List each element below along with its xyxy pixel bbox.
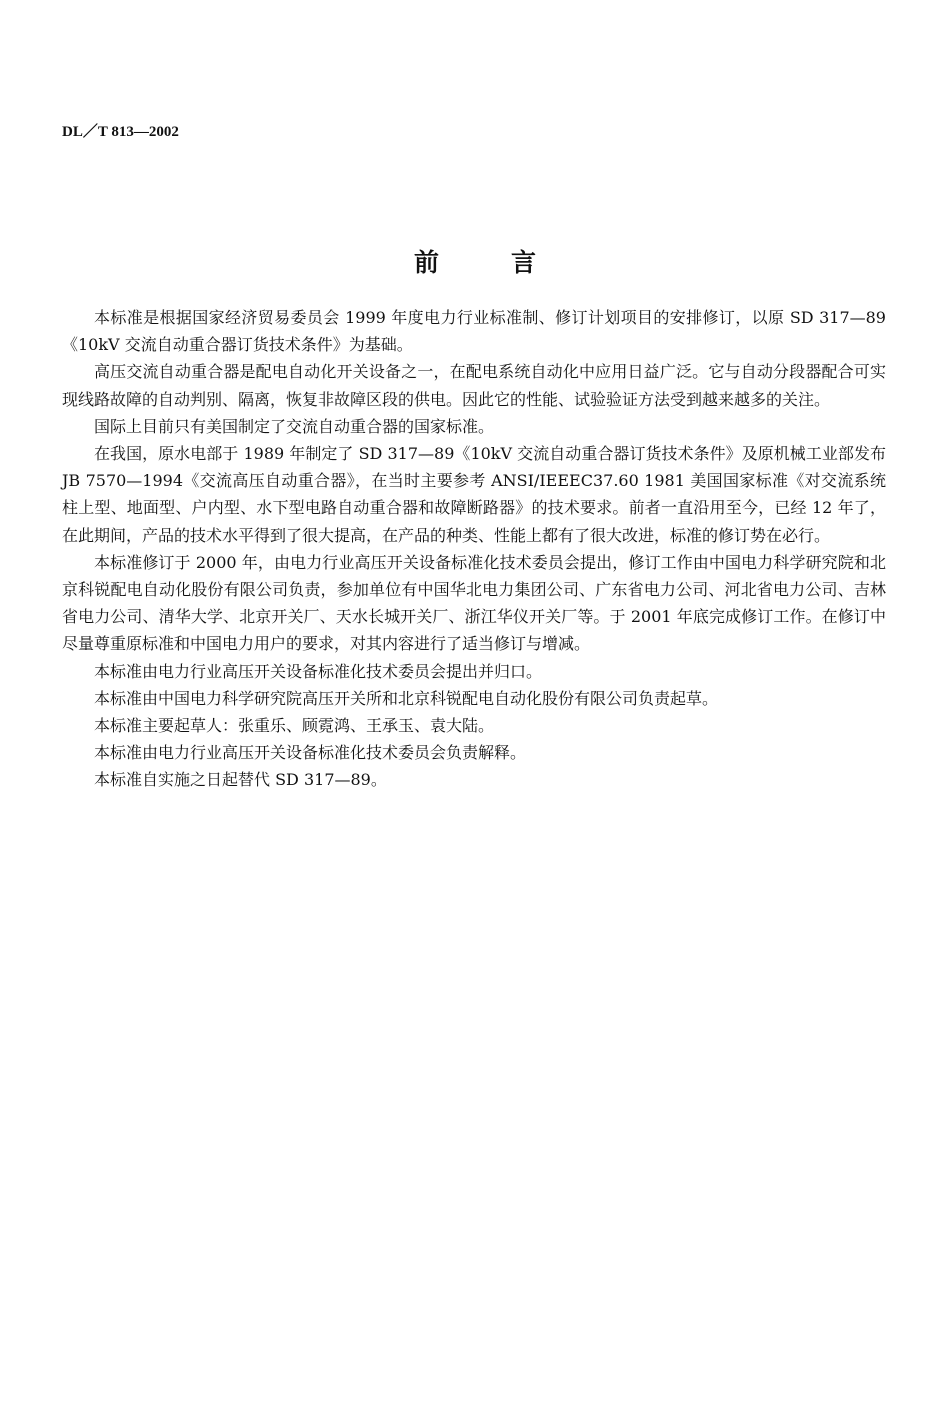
paragraph: 本标准由电力行业高压开关设备标准化技术委员会负责解释。 xyxy=(94,743,527,763)
foreword-body xyxy=(62,304,886,794)
paragraph: 国际上目前只有美国制定了交流自动重合器的国家标准。 xyxy=(94,416,495,436)
document-code: DL／T 813—2002 xyxy=(62,124,179,140)
paragraph: 高压交流自动重合器是配电自动化开关设备之一，在配电系统自动化中应用日益广泛。它与自动分段器配合可实现线路故障的自动判别、隔离，恢复非故障区段的供电。因此它的性能、试验验证方法受到越来越多的关注。 xyxy=(62,362,886,409)
paragraph: 本标准自实施之日起替代 SD 317—89。 xyxy=(94,770,387,790)
paragraph: 本标准由电力行业高压开关设备标准化技术委员会提出并归口。 xyxy=(94,661,543,681)
paragraph: 本标准修订于 2000 年，由电力行业高压开关设备标准化技术委员会提出，修订工作由中国电力科学研究院和北京科锐配电自动化股份有限公司负责，参加单位有中国华北电力集团公司、广东省电力公司、河北省电力公司、吉林省电力公司、清华大学、北京开关厂、天水长城开关厂、浙江华仪开关厂等。于 2001 年底完成修订工作。在修订中尽量尊重原标准和中国电力用户的要求，对其内容进行了适当修订与增减。 xyxy=(62,552,886,654)
title-char-2: 言 xyxy=(511,248,537,277)
paragraph: 本标准主要起草人：张重乐、顾霓鸿、王承玉、袁大陆。 xyxy=(94,716,495,736)
paragraph: 本标准是根据国家经济贸易委员会 1999 年度电力行业标准制、修订计划项目的安排修订，以原 SD 317—89《10kV 交流自动重合器订货技术条件》为基础。 xyxy=(62,308,886,355)
paragraph: 在我国，原水电部于 1989 年制定了 SD 317—89《10kV 交流自动重合器订货技术条件》及原机械工业部发布 JB 7570—1994《交流高压自动重合器》，在当时主要参考 ANSI/IEEEC37.60 1981 美国国家标准《对交流系统柱上型、地面型、户内型、水下型电路自动重合器和故障断路器》的技术要求。前者一直沿用至今，已经 12 年了，在此期间，产品的技术水平得到了很大提高，在产品的种类、性能上都有了很大改进，标准的修订势在必行。 xyxy=(62,444,886,545)
paragraph: 本标准由中国电力科学研究院高压开关所和北京科锐配电自动化股份有限公司负责起草。 xyxy=(94,688,719,708)
page-title xyxy=(0,243,950,279)
title-char-1: 前 xyxy=(413,248,439,277)
